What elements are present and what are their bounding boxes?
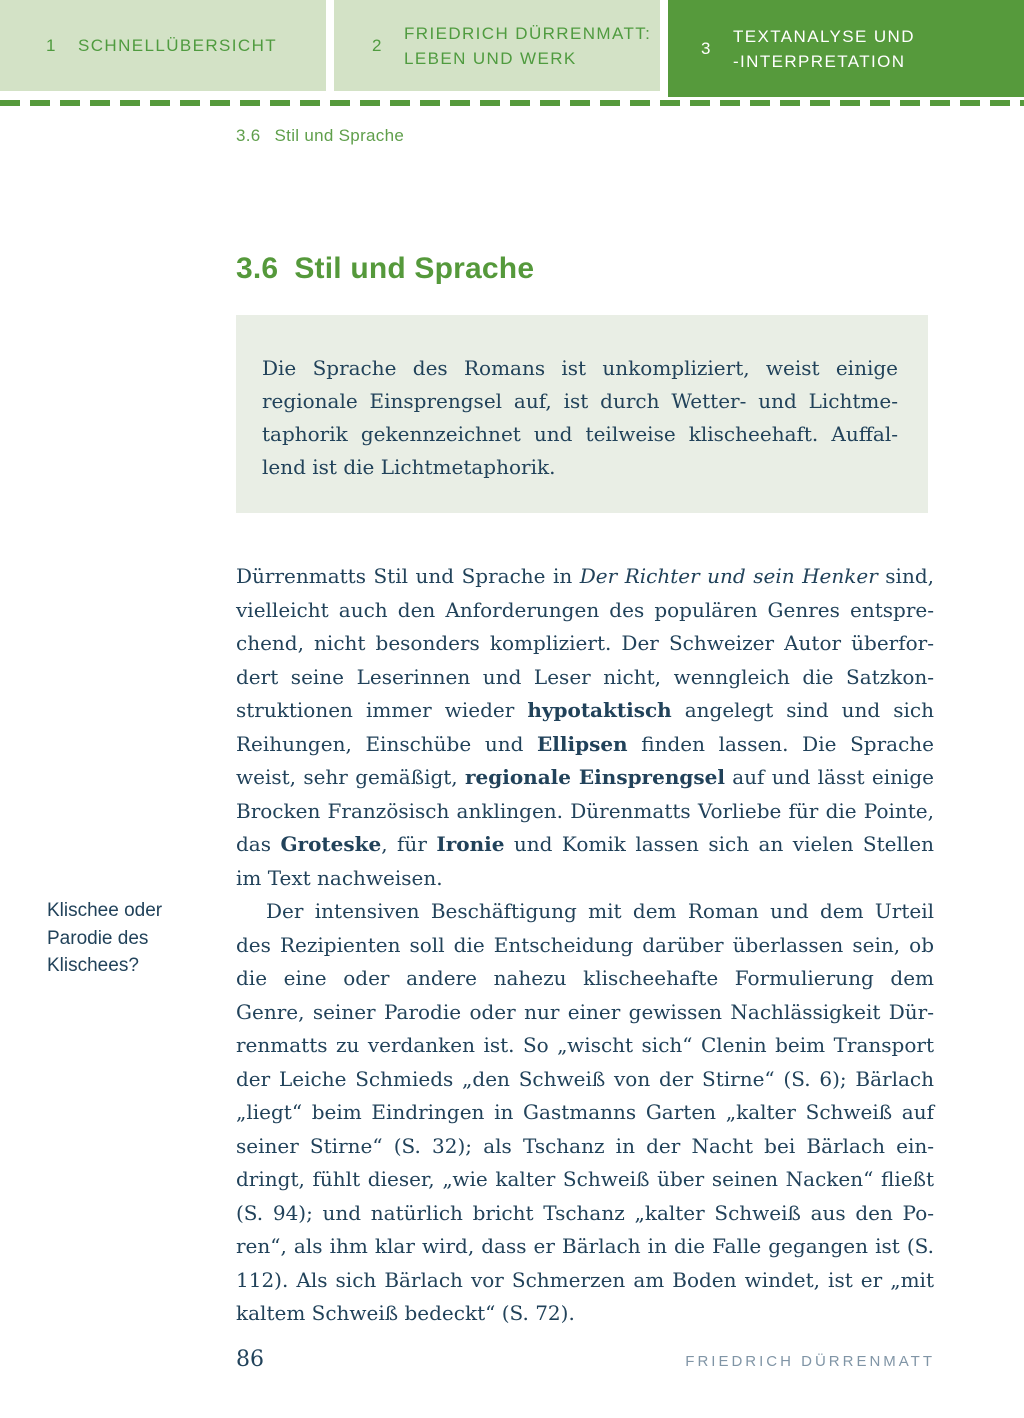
paragraph bbox=[236, 560, 934, 895]
text-segment-normal: finden lassen. Die Sprache weist, sehr gemäßigt, bbox=[236, 731, 934, 789]
tab-label-line: TEXTANALYSE UND bbox=[733, 26, 915, 46]
tab-label-line: FRIEDRICH DÜRRENMATT: bbox=[404, 23, 652, 43]
tab-textanalyse-active[interactable] bbox=[668, 0, 1024, 97]
text-segment-normal: sind, vielleicht auch den Anforderungen des populären Genres entsprechend, nicht besonders kompliziert. Der Schweizer Autor überfordert seine Leserinnen und Leser nicht, wenngleich die Satzkonstruktionen immer wieder bbox=[236, 564, 934, 722]
body-text bbox=[236, 560, 934, 1331]
section-heading bbox=[236, 252, 534, 286]
text-segment-normal: Der intensiven Beschäftigung mit dem Roman und dem Urteil des Rezipienten soll die Entscheidung darüber überlassen sein, ob die eine oder andere nahezu klischeehafte Formulierung dem Genre, seiner Parodie oder nur einer gewissen Nachlässigkeit Dürrenmatts zu verdanken ist. So „wischt sich“ Clenin beim Transport der Leiche Schmieds „den Schweiß von der Stirne“ (S. 6); Bärlach „liegt“ beim Eindringen in Gastmanns Garten „kalter Schweiß auf seiner Stirne“ (S. 32); als Tschanz in der Nacht bei Bärlach eindringt, fühlt dieser, „wie kalter Schweiß über seinen Nacken“ fließt (S. 94); und natürlich bricht Tschanz „kalter Schweiß aus den Poren“, als ihm klar wird, dass er Bärlach in die Falle gegangen ist (S. 112). Als sich Bärlach vor Schmerzen am Boden windet, ist er „mit kaltem Schweiß bedeckt“ (S. 72). bbox=[236, 899, 934, 1325]
text-segment-normal: und Komik lassen sich an vielen Stellen im Text nachweisen. bbox=[236, 832, 934, 890]
tab-label-line: LEBEN UND WERK bbox=[404, 48, 577, 68]
summary-box bbox=[236, 315, 928, 513]
tab-leben-und-werk[interactable] bbox=[334, 0, 660, 91]
text-segment-normal: auf und lässt einige Brocken Französisch anklingen. Dürenmatts Vorliebe für die Pointe, das bbox=[236, 765, 935, 856]
section-title: Stil und Sprache bbox=[294, 252, 535, 285]
text-segment-bold: regionale Einsprengsel bbox=[465, 765, 725, 789]
tab-label-line: -INTERPRETATION bbox=[733, 51, 906, 71]
breadcrumb-title: Stil und Sprache bbox=[274, 126, 405, 145]
dashed-divider bbox=[0, 100, 1024, 106]
tab-label bbox=[78, 33, 277, 58]
breadcrumb bbox=[236, 126, 404, 146]
text-segment-bold: Ironie bbox=[436, 832, 505, 856]
tab-label-line: SCHNELLÜBERSICHT bbox=[78, 36, 278, 55]
text-segment-normal: angelegt sind und sich Reihungen, Einschübe und bbox=[236, 698, 934, 756]
tab-number: 2 bbox=[372, 35, 383, 55]
paragraph bbox=[236, 895, 934, 1331]
tab-schnelluebersicht[interactable] bbox=[0, 0, 326, 91]
section-number: 3.6 bbox=[236, 252, 279, 285]
text-segment-normal: , für bbox=[381, 832, 437, 856]
chapter-tab-bar bbox=[0, 0, 1024, 97]
margin-note: Klischee oder Parodie des Klischees? bbox=[47, 900, 163, 976]
footer-book-title: FRIEDRICH DÜRRENMATT bbox=[685, 1353, 935, 1370]
tab-label bbox=[404, 21, 651, 71]
tab-number: 1 bbox=[46, 35, 57, 55]
summary-text: Die Sprache des Romans ist unkompliziert, weist einige regionale Einsprengsel auf, ist durch Wetter- und Lichtmetaphorik gekennzeichnet und teilweise klischeehaft. Auffallend ist die Lichtmetaphorik. bbox=[262, 356, 898, 479]
footer-page-number: 86 bbox=[236, 1347, 264, 1372]
breadcrumb-number: 3.6 bbox=[236, 126, 261, 145]
text-segment-italic: Der Richter und sein Henker bbox=[579, 564, 878, 588]
tab-label bbox=[733, 24, 915, 74]
text-segment-bold: Groteske bbox=[280, 832, 382, 856]
text-segment-bold: Ellipsen bbox=[537, 731, 628, 756]
text-segment-bold: hypotaktisch bbox=[527, 698, 672, 722]
text-segment-normal: Dürrenmatts Stil und Sprache in bbox=[236, 564, 580, 588]
tab-number: 3 bbox=[701, 38, 712, 58]
